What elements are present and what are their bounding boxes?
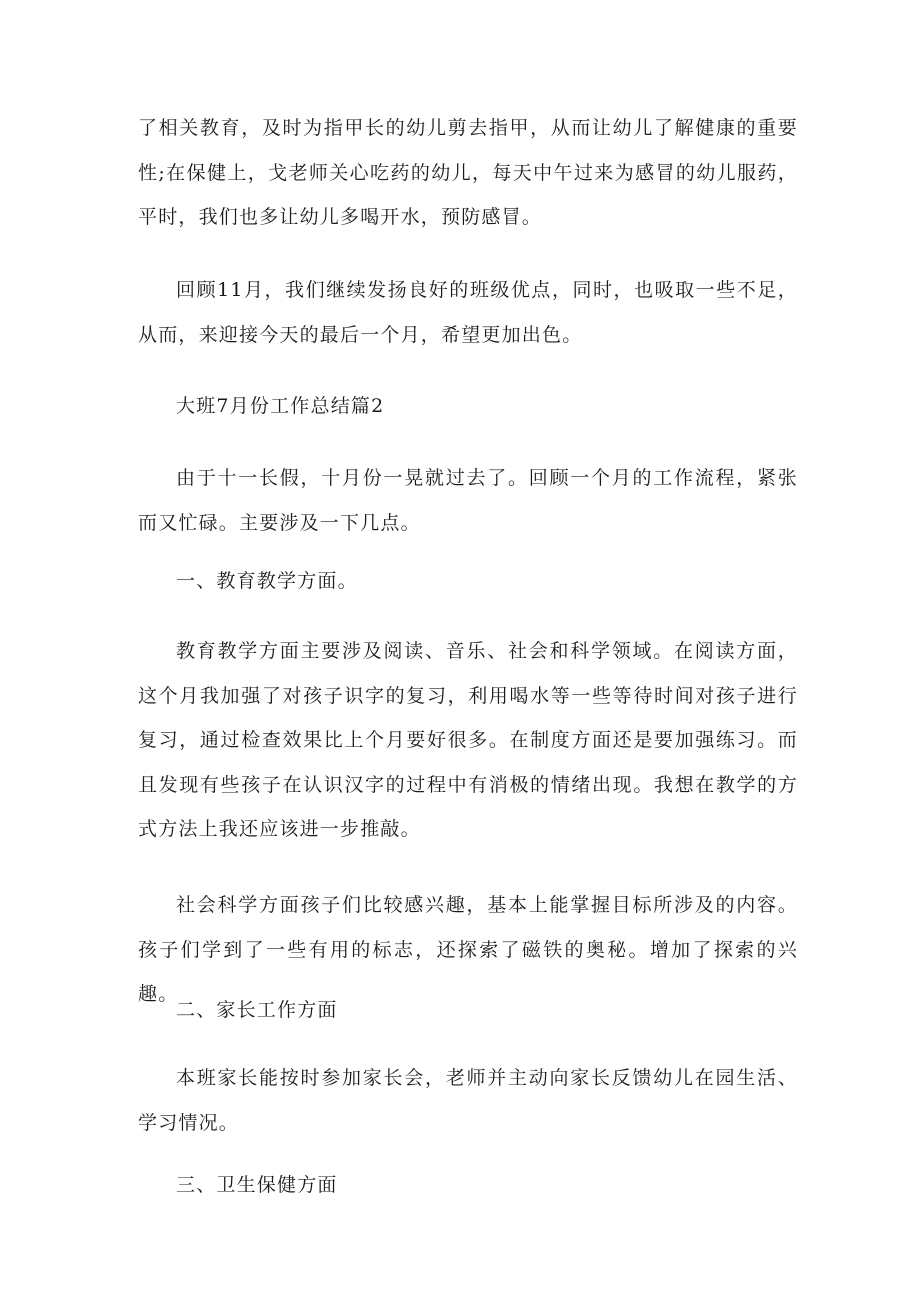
paragraph-intro: 由于十一长假，十月份一晃就过去了。回顾一个月的工作流程，紧张而又忙碌。主要涉及一下几点。	[138, 467, 798, 534]
heading-health: 三、卫生保健方面	[176, 1174, 338, 1196]
paragraph-review: 回顾11月，我们继续发扬良好的班级优点，同时，也吸取一些不足，从而，来迎接今天的最后一个月，希望更加出色。	[138, 279, 798, 346]
paragraph-parents: 本班家长能按时参加家长会，老师并主动向家长反馈幼儿在园生活、学习情况。	[138, 1067, 798, 1134]
heading-parents: 二、家长工作方面	[176, 999, 338, 1021]
paragraph-education: 教育教学方面主要涉及阅读、音乐、社会和科学领域。在阅读方面，这个月我加强了对孩子识字的复习，利用喝水等一些等待时间对孩子进行复习，通过检查效果比上个月要好很多。在制度方面还是要加强练习。而且发现有些孩子在认识汉字的过程中有消极的情绪出现。我想在教学的方式方法上我还应该进一步推敲。	[138, 640, 798, 840]
section-title: 大班7月份工作总结篇2	[176, 395, 385, 417]
heading-education: 一、教育教学方面。	[176, 570, 358, 592]
paragraph-social-science: 社会科学方面孩子们比较感兴趣，基本上能掌握目标所涉及的内容。孩子们学到了一些有用的标志，还探索了磁铁的奥秘。增加了探索的兴趣。	[138, 894, 798, 1005]
paragraph-continuation: 了相关教育，及时为指甲长的幼儿剪去指甲，从而让幼儿了解健康的重要性;在保健上，戈老师关心吃药的幼儿，每天中午过来为感冒的幼儿服药，平时，我们也多让幼儿多喝开水，预防感冒。	[138, 117, 798, 228]
